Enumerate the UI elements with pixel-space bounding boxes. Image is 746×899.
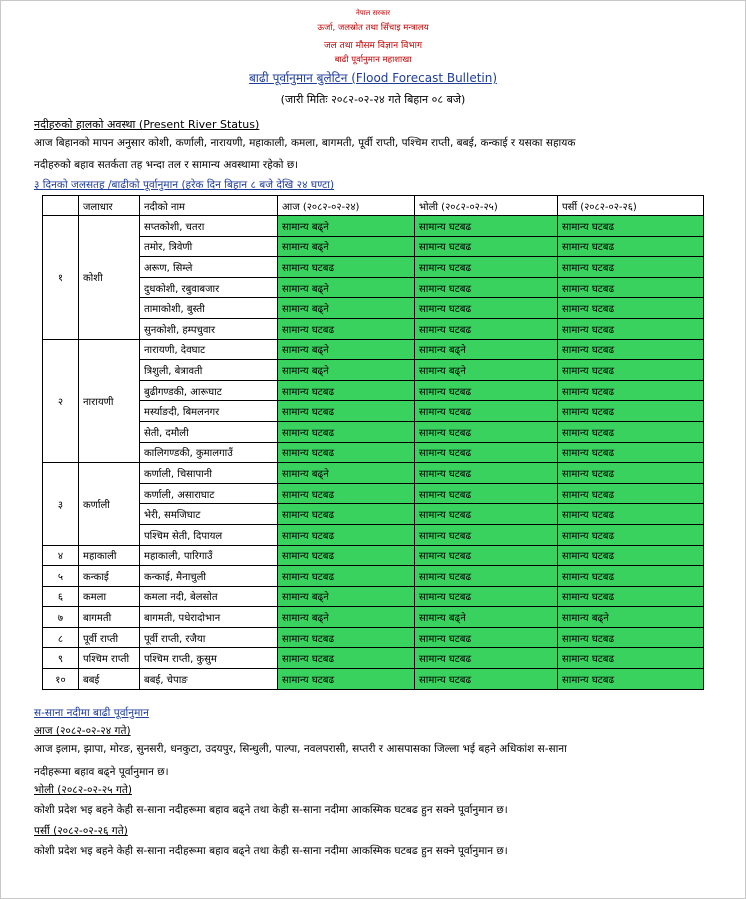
forecast-today: सामान्य बढ्ने (278, 236, 415, 257)
basin-name: कमला (79, 586, 140, 607)
forecast-today: सामान्य घटबढ (278, 483, 415, 504)
forecast-today: सामान्य घटबढ (278, 401, 415, 422)
river-station: सुनकोशी, हम्पचुवार (140, 318, 278, 339)
river-station: दुधकोशी, रबुवाबजार (140, 277, 278, 298)
tomorrow-column-header: भोली (२०८२-०२-२५) (415, 196, 558, 216)
river-station: महाकाली, पारिगाउँ (140, 545, 278, 566)
forecast-table (42, 195, 704, 690)
present-status-heading: नदीहरुको हालको अवस्था (Present River Status) (34, 118, 260, 131)
basin-number: ९ (43, 648, 79, 669)
forecast-dayafter: सामान्य घटबढ (558, 318, 704, 339)
forecast-tomorrow: सामान्य घटबढ (415, 401, 558, 422)
table-row (43, 648, 704, 669)
basin-number: २ (43, 339, 79, 463)
forecast-today: सामान्य बढ्ने (278, 463, 415, 484)
forecast-dayafter: सामान्य बढ्ने (558, 607, 704, 628)
basin-number: ५ (43, 566, 79, 587)
table-row (43, 545, 704, 566)
river-station: कमला नदी, बेलसोत (140, 586, 278, 607)
forecast-tomorrow: सामान्य घटबढ (415, 318, 558, 339)
forecast-today: सामान्य बढ्ने (278, 216, 415, 237)
table-row (43, 236, 704, 257)
forecast-today: सामान्य बढ्ने (278, 298, 415, 319)
forecast-today: सामान्य बढ्ने (278, 360, 415, 381)
river-station: बबई, चेपाङ (140, 669, 278, 690)
river-station: बुढीगण्डकी, आरूघाट (140, 380, 278, 401)
table-row (43, 607, 704, 628)
forecast-today: सामान्य घटबढ (278, 648, 415, 669)
forecast-today: सामान्य घटबढ (278, 627, 415, 648)
basin-number: ३ (43, 463, 79, 545)
forecast-today: सामान्य घटबढ (278, 421, 415, 442)
table-row (43, 483, 704, 504)
basin-number: ८ (43, 627, 79, 648)
forecast-today: सामान्य घटबढ (278, 504, 415, 525)
basin-name: कोशी (79, 216, 140, 340)
table-row (43, 421, 704, 442)
small-rivers-today-label: आज (२०८२-०२-२४ गते) (34, 725, 131, 737)
forecast-tomorrow: सामान्य घटबढ (415, 627, 558, 648)
river-station: तामाकोशी, बुस्ती (140, 298, 278, 319)
river-station: कर्णाली, चिसापानी (140, 463, 278, 484)
table-header-row (43, 196, 704, 216)
forecast-tomorrow: सामान्य बढ्ने (415, 360, 558, 381)
forecast-tomorrow: सामान्य बढ्ने (415, 607, 558, 628)
forecast-table-heading: ३ दिनको जलसतह /बाढीको पूर्वानुमान (हरेक दिन बिहान ८ बजे देखि २४ घण्टा) (34, 179, 335, 191)
forecast-today: सामान्य बढ्ने (278, 586, 415, 607)
basin-name: महाकाली (79, 545, 140, 566)
forecast-tomorrow: सामान्य घटबढ (415, 216, 558, 237)
basin-number: १ (43, 216, 79, 340)
river-station: कन्काई, मैनाचुली (140, 566, 278, 587)
forecast-dayafter: सामान्य घटबढ (558, 545, 704, 566)
forecast-dayafter: सामान्य घटबढ (558, 442, 704, 463)
basin-name: कन्काई (79, 566, 140, 587)
river-station: मर्स्याङदी, बिमलनगर (140, 401, 278, 422)
forecast-today: सामान्य बढ्ने (278, 339, 415, 360)
basin-name: पश्चिम राप्ती (79, 648, 140, 669)
forecast-dayafter: सामान्य घटबढ (558, 360, 704, 381)
small-rivers-dayafter-label: पर्सी (२०८२-०२-२६ गते) (34, 825, 128, 837)
basin-name: बागमती (79, 607, 140, 628)
department-name: जल तथा मौसम विज्ञान विभाग (323, 41, 423, 51)
division-name: बाढी पूर्वानुमान महाशाखा (334, 55, 412, 65)
table-row (43, 401, 704, 422)
river-station: भेरी, समजिघाट (140, 504, 278, 525)
table-row (43, 442, 704, 463)
basin-name: बबई (79, 669, 140, 690)
basin-number: ४ (43, 545, 79, 566)
bulletin-title: बाढी पूर्वानुमान बुलेटिन (Flood Forecast Bulletin) (248, 71, 498, 85)
forecast-dayafter: सामान्य घटबढ (558, 586, 704, 607)
river-station: पूर्वी राप्ती, रजैया (140, 627, 278, 648)
forecast-tomorrow: सामान्य घटबढ (415, 545, 558, 566)
forecast-dayafter: सामान्य घटबढ (558, 298, 704, 319)
ministry-name: ऊर्जा, जलस्रोत तथा सिँचाइ मन्त्रालय (317, 23, 429, 33)
forecast-dayafter: सामान्य घटबढ (558, 236, 704, 257)
forecast-dayafter: सामान्य घटबढ (558, 401, 704, 422)
river-station: सेती, दमौली (140, 421, 278, 442)
basin-column-header: जलाधार (79, 196, 140, 216)
forecast-tomorrow: सामान्य घटबढ (415, 504, 558, 525)
small-rivers-heading: स-साना नदीमा बाढी पूर्वानुमान (34, 707, 149, 719)
table-row (43, 566, 704, 587)
forecast-tomorrow: सामान्य घटबढ (415, 463, 558, 484)
forecast-dayafter: सामान्य घटबढ (558, 339, 704, 360)
forecast-today: सामान्य बढ्ने (278, 607, 415, 628)
present-status-text-2: नदीहरुको बहाव सतर्कता तह भन्दा तल र सामान्य अवस्थामा रहेको छ। (34, 159, 299, 171)
river-station: नारायणी, देवघाट (140, 339, 278, 360)
govt-name: नेपाल सरकार (355, 9, 391, 17)
forecast-today: सामान्य घटबढ (278, 524, 415, 545)
forecast-dayafter: सामान्य घटबढ (558, 504, 704, 525)
forecast-dayafter: सामान्य घटबढ (558, 380, 704, 401)
forecast-tomorrow: सामान्य घटबढ (415, 277, 558, 298)
today-column-header: आज (२०८२-०२-२४) (278, 196, 415, 216)
forecast-today: सामान्य घटबढ (278, 545, 415, 566)
table-row (43, 380, 704, 401)
forecast-tomorrow: सामान्य घटबढ (415, 648, 558, 669)
basin-name: कर्णाली (79, 463, 140, 545)
river-station: सप्तकोशी, चतरा (140, 216, 278, 237)
river-station: पश्चिम सेती, दिपायल (140, 524, 278, 545)
no-column-header (43, 196, 79, 216)
forecast-dayafter: सामान्य घटबढ (558, 648, 704, 669)
forecast-tomorrow: सामान्य घटबढ (415, 586, 558, 607)
forecast-dayafter: सामान्य घटबढ (558, 483, 704, 504)
forecast-tomorrow: सामान्य घटबढ (415, 421, 558, 442)
forecast-dayafter: सामान्य घटबढ (558, 524, 704, 545)
forecast-tomorrow: सामान्य घटबढ (415, 380, 558, 401)
river-station: कालिगण्डकी, कुमालगाउँ (140, 442, 278, 463)
forecast-dayafter: सामान्य घटबढ (558, 627, 704, 648)
small-rivers-dayafter-text: कोशी प्रदेश भइ बहने केही स-साना नदीहरूमा बहाव बढ्ने तथा केही स-साना नदीमा आकस्मिक घटबढ हुन सक्ने पूर्वानुमान छ। (34, 845, 508, 857)
table-row (43, 318, 704, 339)
forecast-tomorrow: सामान्य घटबढ (415, 524, 558, 545)
forecast-tomorrow: सामान्य घटबढ (415, 483, 558, 504)
basin-name: पूर्वी राप्ती (79, 627, 140, 648)
table-row (43, 504, 704, 525)
forecast-tomorrow: सामान्य घटबढ (415, 442, 558, 463)
small-rivers-today-text-2: नदीहरूमा बहाव बढ्ने पूर्वानुमान छ। (34, 766, 169, 778)
forecast-dayafter: सामान्य घटबढ (558, 566, 704, 587)
river-station: बागमती, पधेरादोभान (140, 607, 278, 628)
river-station: कर्णाली, असाराघाट (140, 483, 278, 504)
table-row (43, 524, 704, 545)
basin-number: ६ (43, 586, 79, 607)
forecast-dayafter: सामान्य घटबढ (558, 216, 704, 237)
table-row (43, 463, 704, 484)
forecast-dayafter: सामान्य घटबढ (558, 421, 704, 442)
dayafter-column-header: पर्सी (२०८२-०२-२६) (558, 196, 704, 216)
table-row (43, 360, 704, 381)
small-rivers-tomorrow-text: कोशी प्रदेश भइ बहने केही स-साना नदीहरूमा बहाव बढ्ने तथा केही स-साना नदीमा आकस्मिक घटबढ हुन सक्ने पूर्वानुमान छ। (34, 804, 508, 816)
river-station: तमोर, त्रिवेणी (140, 236, 278, 257)
table-row (43, 277, 704, 298)
table-row (43, 627, 704, 648)
basin-number: ७ (43, 607, 79, 628)
forecast-dayafter: सामान्य घटबढ (558, 277, 704, 298)
forecast-dayafter: सामान्य घटबढ (558, 257, 704, 278)
table-row (43, 216, 704, 237)
table-row (43, 586, 704, 607)
forecast-dayafter: सामान्य घटबढ (558, 463, 704, 484)
forecast-today: सामान्य घटबढ (278, 318, 415, 339)
forecast-today: सामान्य घटबढ (278, 566, 415, 587)
small-rivers-tomorrow-label: भोली (२०८२-०२-२५ गते) (34, 784, 132, 796)
table-row (43, 669, 704, 690)
table-row (43, 339, 704, 360)
small-rivers-today-text-1: आज इलाम, झापा, मोरङ, सुनसरी, धनकुटा, उदयपुर, सिन्धुली, पाल्पा, नवलपरासी, सप्तरी र आसपासका जिल्ला भई बहने अधिकांश स-साना (34, 743, 567, 755)
river-station: अरूण, सिम्ले (140, 257, 278, 278)
river-station: पश्चिम राप्ती, कुसुम (140, 648, 278, 669)
forecast-tomorrow: सामान्य बढ्ने (415, 339, 558, 360)
forecast-today: सामान्य घटबढ (278, 257, 415, 278)
forecast-tomorrow: सामान्य घटबढ (415, 669, 558, 690)
forecast-tomorrow: सामान्य घटबढ (415, 236, 558, 257)
forecast-today: सामान्य घटबढ (278, 669, 415, 690)
basin-name: नारायणी (79, 339, 140, 463)
table-row (43, 257, 704, 278)
river-station: त्रिशुली, बेत्रावती (140, 360, 278, 381)
forecast-today: सामान्य बढ्ने (278, 277, 415, 298)
issued-date: (जारी मितिः २०८२-०२-२४ गते बिहान ०८ बजे) (280, 93, 466, 106)
forecast-table-body (43, 216, 704, 690)
forecast-tomorrow: सामान्य घटबढ (415, 257, 558, 278)
river-column-header: नदीको नाम (140, 196, 278, 216)
forecast-tomorrow: सामान्य घटबढ (415, 298, 558, 319)
basin-number: १० (43, 669, 79, 690)
forecast-today: सामान्य घटबढ (278, 380, 415, 401)
table-row (43, 298, 704, 319)
forecast-dayafter: सामान्य घटबढ (558, 669, 704, 690)
forecast-tomorrow: सामान्य घटबढ (415, 566, 558, 587)
present-status-text-1: आज बिहानको मापन अनुसार कोशी, कर्णाली, नारायणी, महाकाली, कमला, बागमती, पूर्वी राप्ती, पश्चिम राप्ती, बबई, कन्काई र यसका सहायक (34, 137, 576, 149)
forecast-today: सामान्य घटबढ (278, 442, 415, 463)
